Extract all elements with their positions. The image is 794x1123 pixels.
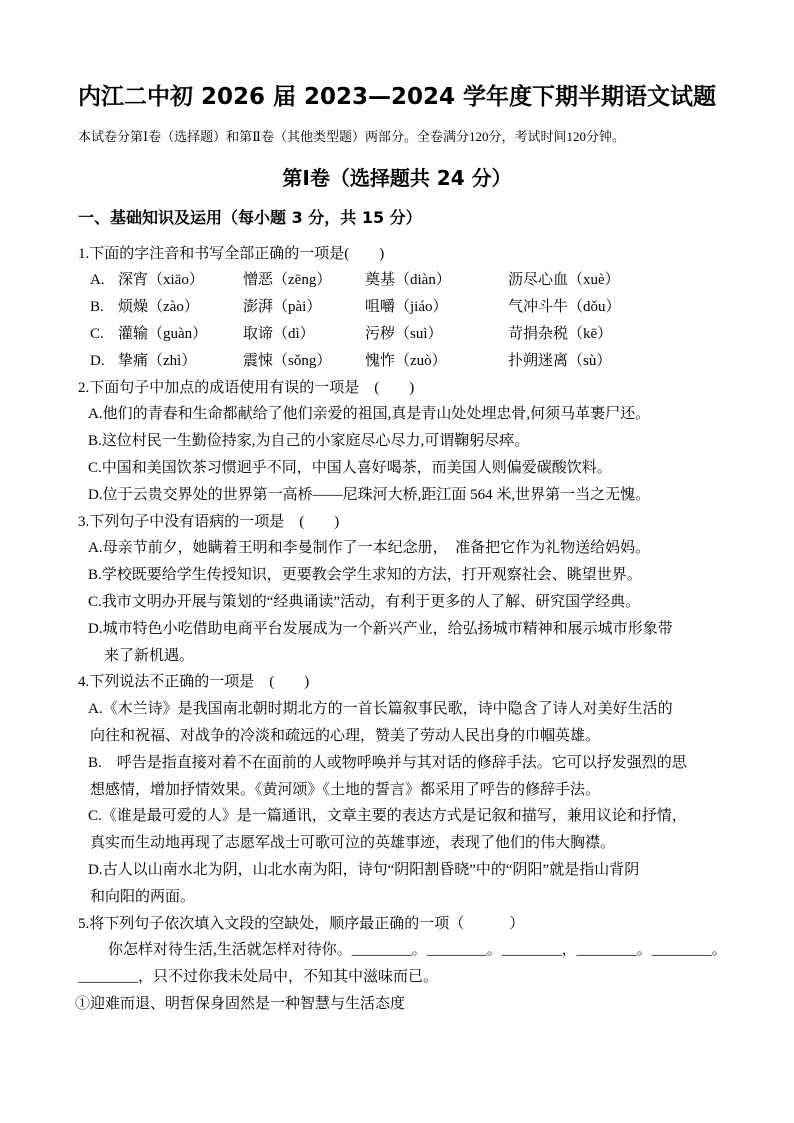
q1-option-item: 愧怍（zuò） bbox=[365, 352, 447, 369]
q1-option-a bbox=[0, 267, 794, 294]
section1-heading: 一、基础知识及运用（每小题 3 分，共 15 分） bbox=[78, 208, 422, 227]
q4-option-d: D.古人以山南水北为阴，山北水南为阳，诗句“阴阳割昏晓”中的“阴阳”就是指山背阴 bbox=[88, 861, 640, 878]
q3-option-c: C.我市文明办开展与策划的“经典诵读”活动，有利于更多的人了解、研究国学经典。 bbox=[88, 593, 641, 610]
q1-option-d bbox=[0, 348, 794, 375]
q2-option-b: B.这位村民一生勤俭持家,为自己的小家庭尽心尽力,可谓鞠躬尽瘁。 bbox=[88, 433, 530, 450]
q4-option-a: A.《木兰诗》是我国南北朝时期北方的一首长篇叙事民歌，诗中隐含了诗人对美好生活的 bbox=[88, 701, 673, 718]
q4-option-b-continued: 想感情，增加抒情效果。《黄河颂》《土地的誓言》都采用了呼告的修辞手法。 bbox=[90, 781, 601, 798]
q1-option-item: 污秽（suì） bbox=[365, 325, 443, 342]
q3-option-d: D.城市特色小吃借助电商平台发展成为一个新兴产业，给弘扬城市精神和展示城市形象带 bbox=[88, 620, 673, 637]
q4-option-c: C.《谁是最可爱的人》是一篇通讯，文章主要的表达方式是记叙和描写，兼用议论和抒情， bbox=[88, 808, 687, 825]
q4-stem: 4.下列说法不正确的一项是 ( ) bbox=[78, 674, 310, 691]
q1-option-label: B. bbox=[90, 299, 104, 316]
q3-stem: 3.下列句子中没有语病的一项是 ( ) bbox=[78, 513, 340, 530]
q2-option-a: A.他们的青春和生命都献给了他们亲爱的祖国,真是青山处处埋忠骨,何须马革裹尸还。 bbox=[88, 406, 651, 423]
q1-option-label: C. bbox=[90, 325, 104, 342]
q4-option-c-continued: 真实而生动地再现了志愿军战士可歌可泣的英雄事迹，表现了他们的伟大胸襟。 bbox=[90, 835, 616, 852]
q2-option-d: D.位于云贵交界处的世界第一高桥——尼珠河大桥,距江面 564 米,世界第一当之无愧。 bbox=[88, 486, 651, 503]
q1-option-item: 咀嚼（jiáo） bbox=[365, 299, 448, 316]
q1-option-item: 取谛（dì） bbox=[243, 325, 315, 342]
q1-option-item: 扑朔迷离（sù） bbox=[508, 352, 612, 369]
question-body bbox=[0, 241, 794, 1018]
q3-option-a: A.母亲节前夕，她瞒着王明和李曼制作了一本纪念册， 准备把它作为礼物送给妈妈。 bbox=[88, 540, 651, 557]
q1-option-item: 气冲斗牛（dǒu） bbox=[508, 299, 621, 316]
q3-option-d-continued: 来了新机遇。 bbox=[104, 647, 195, 664]
q1-option-item: 奠基（diàn） bbox=[365, 272, 451, 289]
q1-option-item: 深宵（xiāo） bbox=[118, 272, 204, 289]
exam-instructions: 本试卷分第Ⅰ卷（选择题）和第Ⅱ卷（其他类型题）两部分。全卷满分120分，考试时间120分钟。 bbox=[78, 129, 625, 144]
q5-passage-line: ________，只不过你我未处局中，不知其中滋味而已。 bbox=[78, 969, 439, 986]
q1-option-item: 沥尽心血（xuè） bbox=[508, 272, 620, 289]
q5-passage-line: 你怎样对待生活,生活就怎样对待你。________。________。________，________。________。 bbox=[108, 942, 727, 959]
q3-option-b: B.学校既要给学生传授知识，更要教会学生求知的方法，打开观察社会、眺望世界。 bbox=[88, 567, 642, 584]
q1-option-item: 憎恶（zēng） bbox=[243, 272, 332, 289]
q1-option-b bbox=[0, 294, 794, 321]
part1-heading: 第Ⅰ卷（选择题共 24 分） bbox=[282, 166, 512, 190]
q1-option-item: 澎湃（pài） bbox=[243, 299, 322, 316]
q2-stem: 2.下面句子中加点的成语使用有误的一项是 ( ) bbox=[78, 379, 415, 396]
q1-option-item: 苛捐杂税（kē） bbox=[508, 325, 613, 342]
q4-option-d-continued: 和向阳的两面。 bbox=[90, 888, 196, 905]
q1-option-item: 挚痛（zhì） bbox=[118, 352, 197, 369]
q4-option-b: B. 呼告是指直接对着不在面前的人或物呼唤并与其对话的修辞手法。它可以抒发强烈的思 bbox=[88, 754, 687, 771]
q1-option-item: 震悚（sǒng） bbox=[243, 352, 332, 369]
q1-stem: 1.下面的字注音和书写全部正确的一项是( ) bbox=[78, 245, 385, 262]
exam-title: 内江二中初 2026 届 2023—2024 学年度下期半期语文试题 bbox=[77, 84, 717, 110]
q2-option-c: C.中国和美国饮茶习惯迥乎不同，中国人喜好喝茶，而美国人则偏爱碳酸饮料。 bbox=[88, 459, 612, 476]
q1-option-c bbox=[0, 321, 794, 348]
q5-sentence-item: ①迎难而退、明哲保身固然是一种智慧与生活态度 bbox=[75, 995, 406, 1012]
q1-option-item: 灌输（guàn） bbox=[118, 325, 208, 342]
q4-option-a-continued: 向往和祝福、对战争的冷淡和疏远的心理，赞美了劳动人民出身的巾帼英雄。 bbox=[90, 727, 601, 744]
q5-stem: 5.将下列句子依次填入文段的空缺处，顺序最正确的一项（ ） bbox=[78, 915, 525, 932]
q1-option-item: 烦燥（zào） bbox=[118, 299, 199, 316]
q1-option-label: D. bbox=[90, 352, 105, 369]
q1-option-label: A. bbox=[90, 272, 105, 289]
